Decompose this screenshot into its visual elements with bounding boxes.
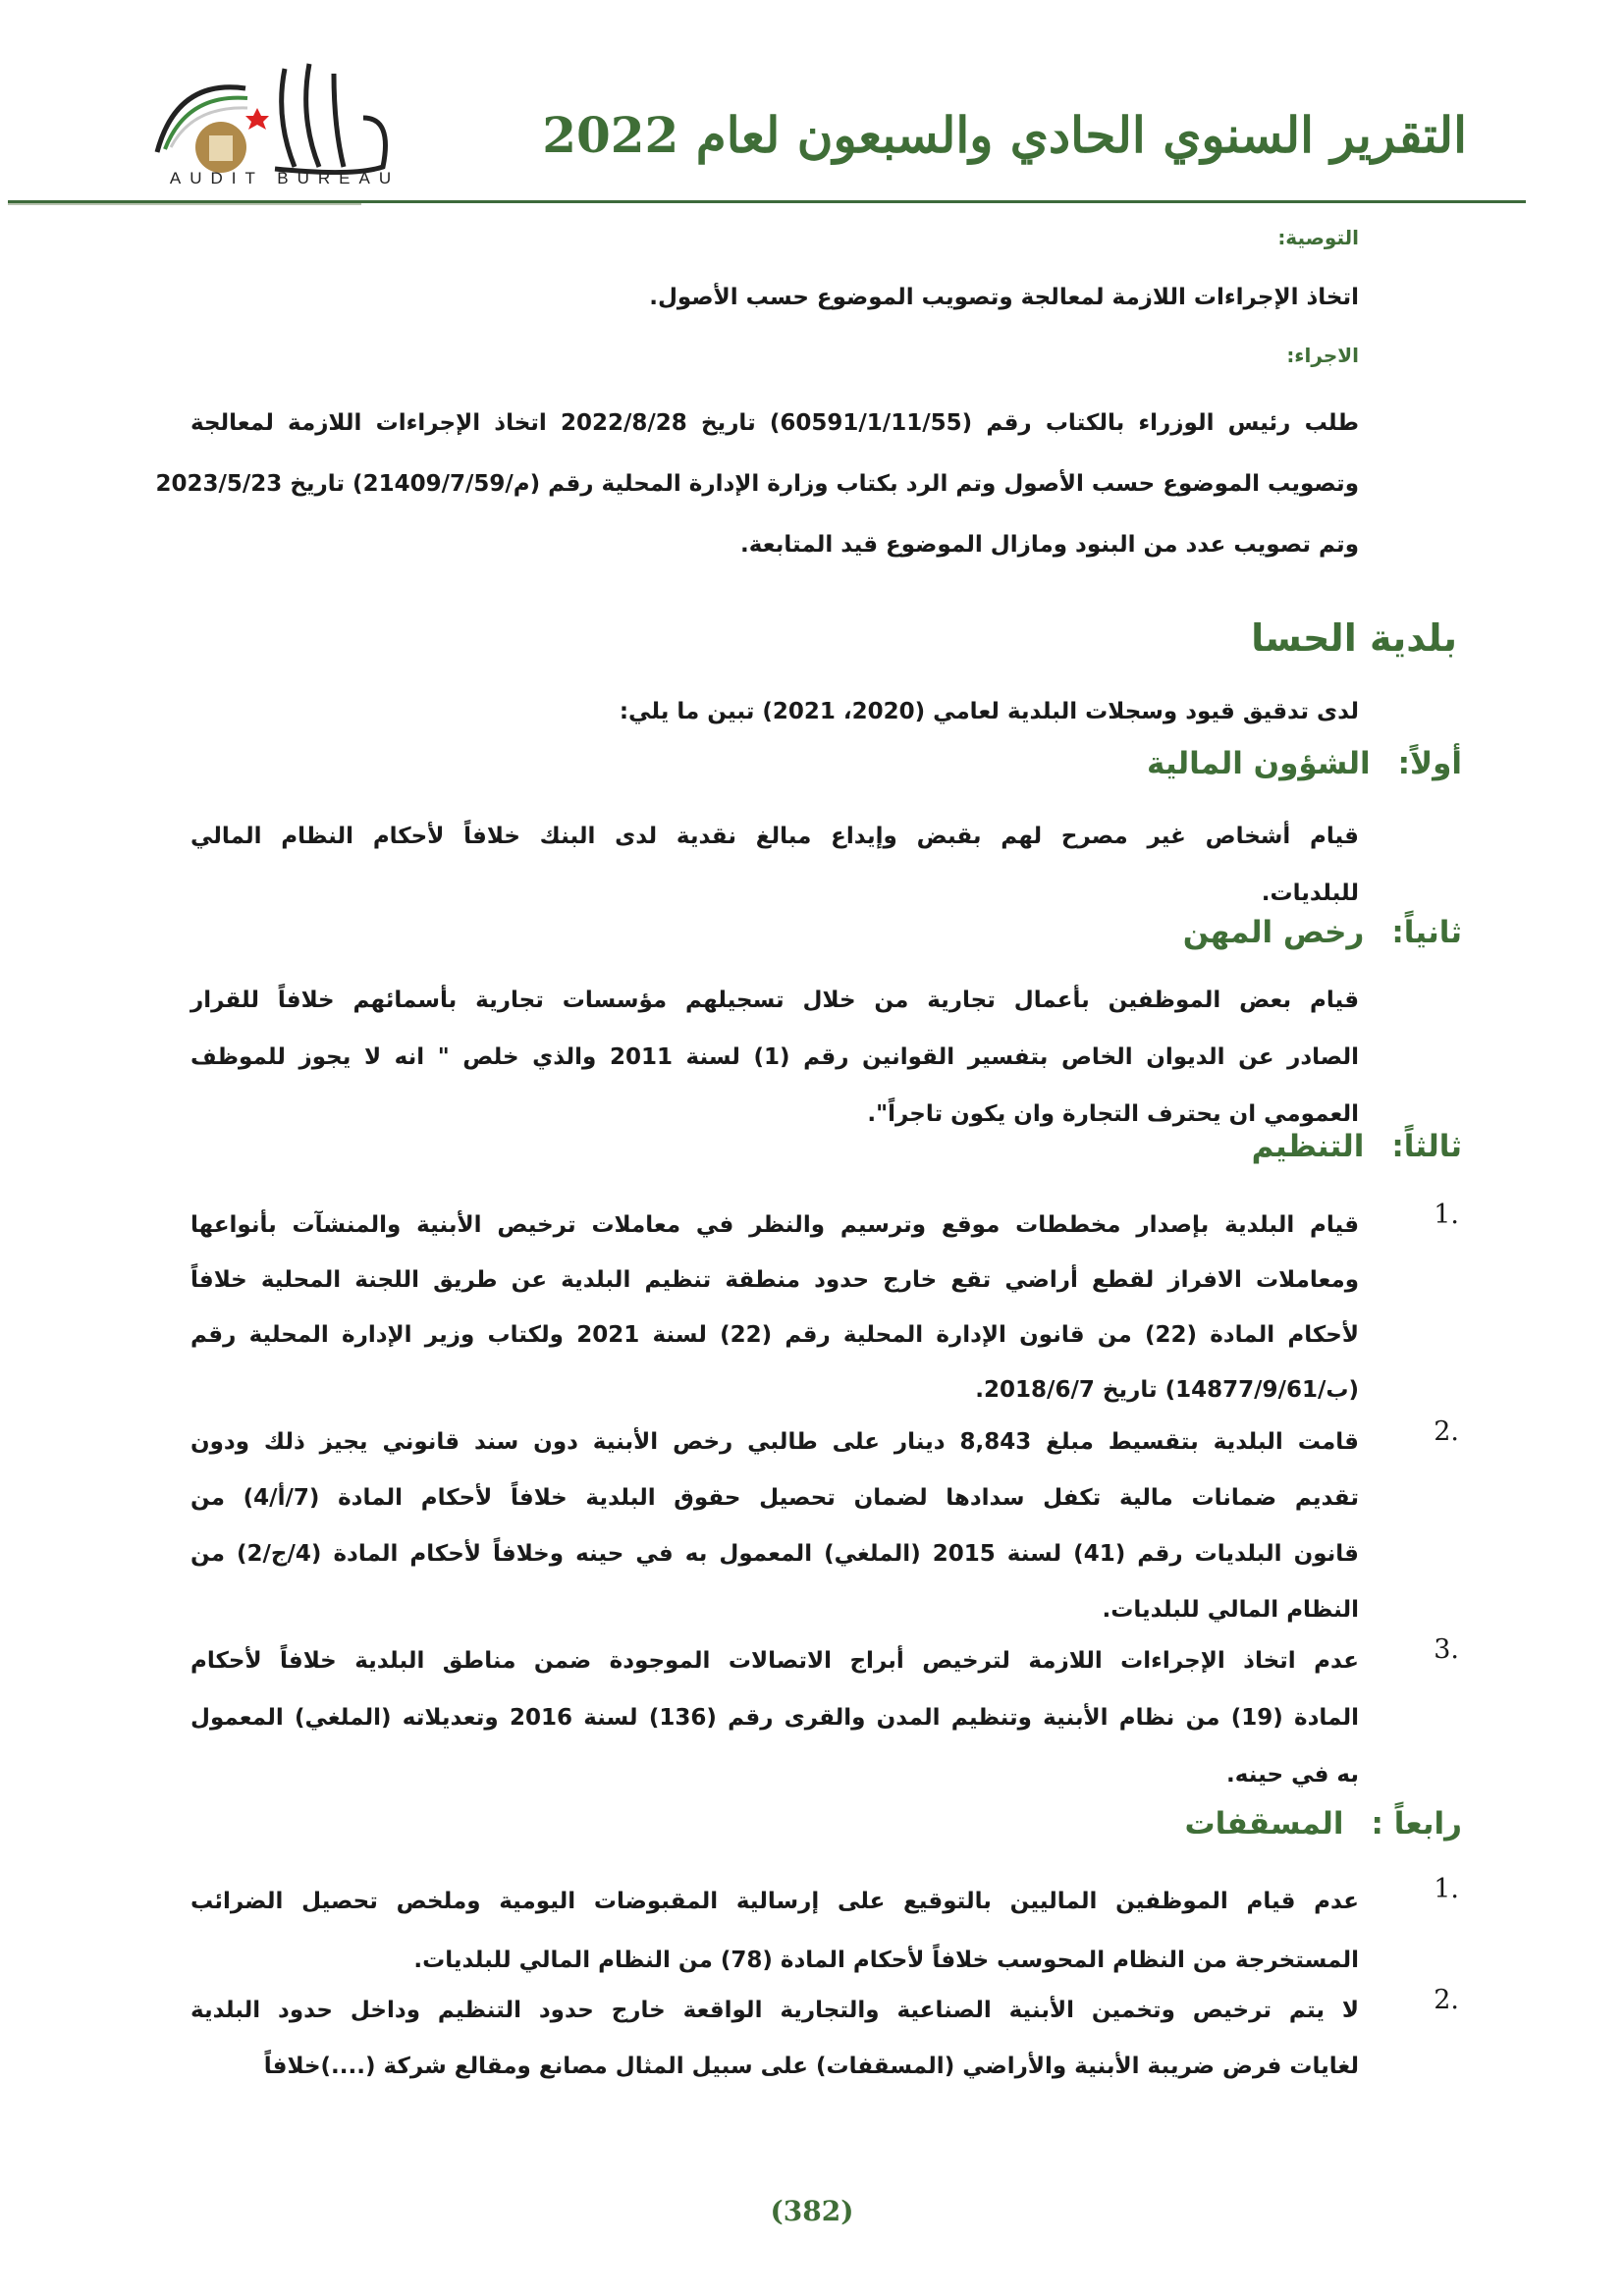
heading-first (1147, 746, 1462, 781)
text-line: تقديم ضمانات مالية تكفل سدادها لضمان تحصيل حقوق البلدية خلافاً لأحكام المادة (7/أ/4) من (190, 1485, 1359, 1511)
text-line: عدم اتخاذ الإجراءات اللازمة لترخيص أبراج الاتصالات الموجودة ضمن مناطق البلدية خلافاً لأحكام (190, 1648, 1359, 1674)
text-line: به في حينه. (1226, 1762, 1359, 1788)
text-line: لغايات فرض ضريبة الأبنية والأراضي (المسقفات) على سبيل المثال مصانع ومقالع شركة (....)خلافاً (263, 2054, 1359, 2079)
page-number: (382) (770, 2195, 854, 2227)
text-line: العمومي ان يحترف التجارة وان يكون تاجراً". (867, 1101, 1359, 1127)
text-line: قيام بعض الموظفين بأعمال تجارية من خلال تسجيلهم مؤسسات تجارية بأسمائهم خلافاً للقرار (190, 988, 1359, 1013)
heading-second (1183, 915, 1462, 950)
heading-third-num: ثالثاً: (1391, 1129, 1462, 1164)
third-item-2-text (190, 1415, 1359, 1638)
text-line: (ب/14877/9/61) تاريخ 2018/6/7. (975, 1377, 1359, 1403)
recommendation-label: التوصية: (1277, 226, 1359, 249)
text-line: ومعاملات الافراز لقطع أراضي تقع خارج حدود منطقة تنظيم البلدية عن طريق اللجنة المحلية خلافاً (190, 1267, 1359, 1293)
recommendation-text (190, 278, 1359, 317)
fourth-item-1-text (190, 1872, 1359, 1990)
third-item-1-num: 1. (1434, 1200, 1459, 1230)
section-intro: لدى تدقيق قيود وسجلات البلدية لعامي (2020، 2021) تبين ما يلي: (619, 699, 1359, 724)
fourth-item-2-text (190, 1983, 1359, 2095)
heading-second-title: رخص المهن (1182, 915, 1365, 950)
third-item-3-text (190, 1632, 1359, 1803)
heading-fourth (1185, 1806, 1462, 1842)
heading-first-num: أولاً: (1397, 746, 1462, 781)
logo-english-text: AUDIT BUREAU (169, 169, 401, 187)
second-text (190, 972, 1359, 1143)
text-line: المستخرجة من النظام المحوسب خلافاً لأحكام المادة (78) من النظام المالي للبلديات. (413, 1948, 1359, 1973)
heading-second-num: ثانياً: (1391, 915, 1462, 950)
heading-fourth-title: المسقفات (1184, 1806, 1344, 1842)
text-line: قامت البلدية بتقسيط مبلغ 8,843 دينار على طالبي رخص الأبنية دون سند قانوني يجيز ذلك ودون (190, 1429, 1359, 1455)
third-item-1-text (190, 1198, 1359, 1417)
heading-fourth-num: رابعاً : (1371, 1806, 1462, 1842)
text-line: للبلديات. (1261, 881, 1359, 906)
text-line: لأحكام المادة (22) من قانون الإدارة المحلية رقم (22) لسنة 2021 ولكتاب وزير الإدارة المحلية رقم (190, 1322, 1359, 1348)
text-line: لا يتم ترخيص وتخمين الأبنية الصناعية والتجارية الواقعة خارج حدود التنظيم وداخل حدود البلدية (190, 1998, 1359, 2023)
fourth-item-2-num: 2. (1434, 1985, 1459, 2015)
section-title: بلدية الحسا (1251, 616, 1457, 660)
header-divider-accent (8, 203, 361, 205)
heading-third (1252, 1129, 1462, 1164)
text-line: اتخاذ الإجراءات اللازمة لمعالجة وتصويب الموضوع حسب الأصول. (649, 285, 1359, 310)
heading-first-title: الشؤون المالية (1147, 746, 1371, 781)
text-line: قانون البلديات رقم (41) لسنة 2015 (الملغي) المعمول به في حينه وخلافاً لأحكام المادة (4/ج/2) من (190, 1541, 1359, 1567)
heading-third-title: التنظيم (1251, 1129, 1365, 1164)
action-text (155, 393, 1359, 575)
first-text (190, 808, 1359, 922)
action-label: الاجراء: (1286, 344, 1359, 367)
text-line: النظام المالي للبلديات. (1102, 1597, 1359, 1623)
report-title: التقرير السنوي الحادي والسبعون لعام 2022 (542, 106, 1467, 164)
text-line: طلب رئيس الوزراء بالكتاب رقم (60591/1/11/55) تاريخ 2022/8/28 اتخاذ الإجراءات اللازمة لمعالجة (190, 410, 1359, 436)
third-item-2-num: 2. (1434, 1416, 1459, 1447)
third-item-3-num: 3. (1434, 1634, 1459, 1665)
text-line: قيام أشخاص غير مصرح لهم بقبض وإيداع مبالغ نقدية لدى البنك خلافاً لأحكام النظام المالي (190, 824, 1359, 849)
text-line: المادة (19) من نظام الأبنية وتنظيم المدن والقرى رقم (136) لسنة 2016 وتعديلاته (الملغي) المعمول (190, 1705, 1359, 1731)
text-line: الصادر عن الديوان الخاص بتفسير القوانين رقم (1) لسنة 2011 والذي خلص " انه لا يجوز للموظف (190, 1044, 1359, 1070)
text-line: قيام البلدية بإصدار مخططات موقع وترسيم والنظر في معاملات ترخيص الأبنية والمنشآت بأنواعها (190, 1212, 1359, 1238)
text-line: وتصويب الموضوع حسب الأصول وتم الرد بكتاب وزارة الإدارة المحلية رقم (م/21409/7/59) تاريخ 2023/5/23 (155, 471, 1359, 497)
text-line: وتم تصويب عدد من البنود ومازال الموضوع قيد المتابعة. (740, 532, 1359, 558)
text-line: عدم قيام الموظفين الماليين بالتوقيع على إرسالية المقبوضات اليومية وملخص تحصيل الضرائب (190, 1889, 1359, 1914)
fourth-item-1-num: 1. (1434, 1874, 1459, 1904)
